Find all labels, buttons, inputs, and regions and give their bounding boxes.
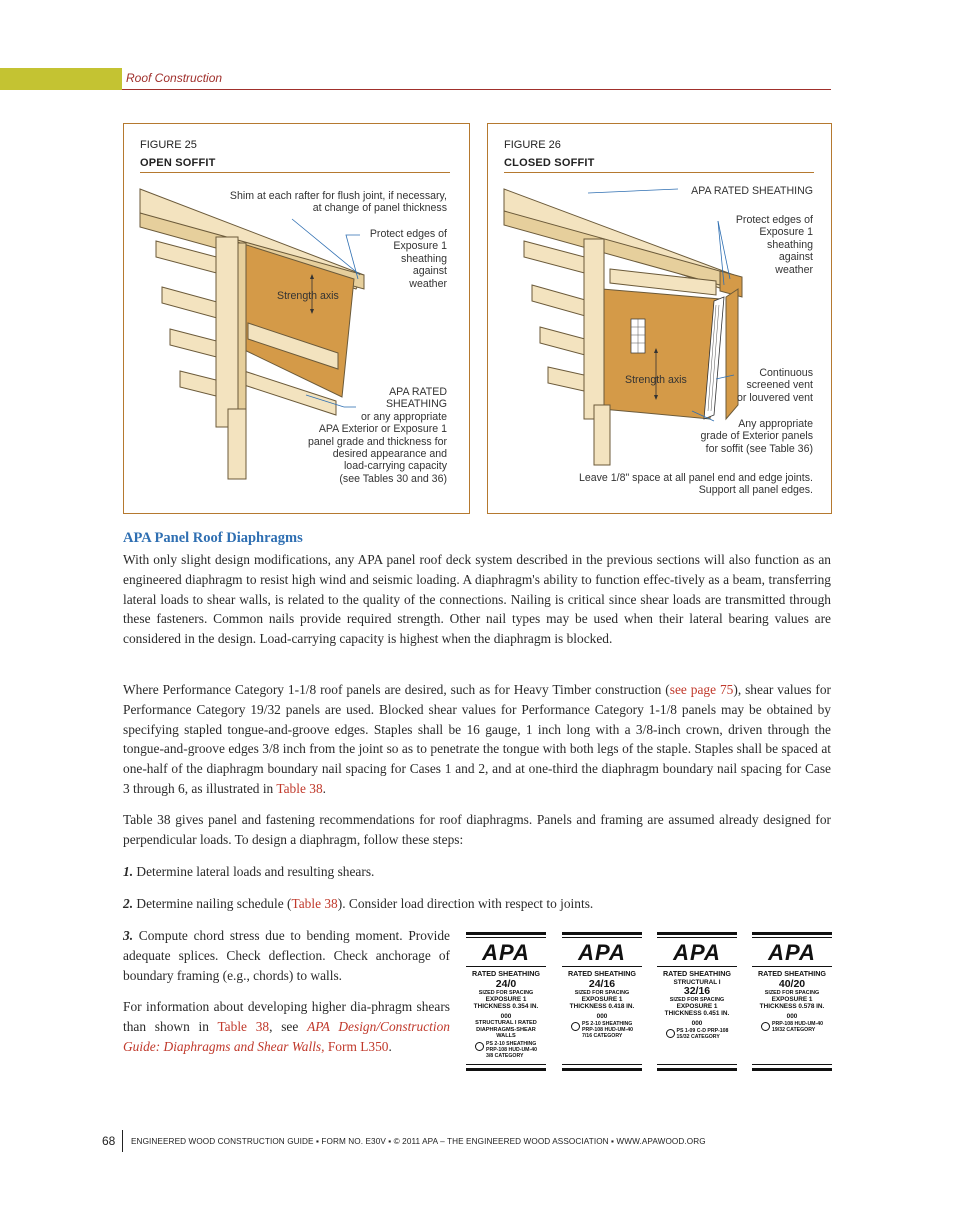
stamp-thickness: THICKNESS 0.418 IN. xyxy=(569,1003,635,1011)
text-run: Where Performance Category 1-1/8 roof panels are desired, such as for Heavy Timber construction ( xyxy=(123,682,670,697)
step-number: 2. xyxy=(123,896,134,911)
stamp-rule xyxy=(657,937,737,938)
stamp-rule xyxy=(752,937,832,938)
stamp-mill-number: 000 xyxy=(786,1012,798,1020)
stamp-span-rating: 40/20 xyxy=(778,977,806,990)
stamp-standard: PS 2-10 SHEATHING PRP-108 HUD-UM-40 3/8 CATEGORY xyxy=(485,1041,538,1060)
text-run: For information about developing higher dia-phragm shears than shown in xyxy=(123,999,450,1034)
step-text: Compute chord stress due to bending moment. Provide adequate splices. Check deflection. Check anchorage of boundary framing (e.g., chords) to walls. xyxy=(123,928,450,983)
stamp-thickness: THICKNESS 0.451 IN. xyxy=(664,1010,730,1018)
figure-title: CLOSED SOFFIT xyxy=(504,157,595,169)
step-text: Determine nailing schedule ( xyxy=(136,896,292,911)
text-run: . xyxy=(388,1038,392,1054)
link-diaphragms-guide[interactable]: APA Design/Construction Guide: Diaphragms and Shear Walls, xyxy=(123,1018,450,1054)
apa-stamp-40-20 xyxy=(752,932,832,1071)
running-header: Roof Construction xyxy=(126,71,223,85)
stamp-span-rating: 24/0 xyxy=(495,977,517,990)
stamp-spacing: SIZED FOR SPACING xyxy=(478,989,534,996)
stamp-exposure: EXPOSURE 1 xyxy=(485,996,527,1003)
stamp-exposure: EXPOSURE 1 xyxy=(771,996,813,1003)
step-1 xyxy=(123,862,831,882)
stamp-rule xyxy=(466,1068,546,1071)
paragraph-table-38: Table 38 gives panel and fastening recommendations for roof diaphragms. Panels and framing are assumed already designed for perpendicular loads. To design a diaphragm, follow these steps: xyxy=(123,812,831,847)
stamp-spacing: SIZED FOR SPACING xyxy=(574,989,630,996)
page-number: 68 xyxy=(102,1134,116,1148)
hud-icon xyxy=(571,1022,580,1031)
figure-25-open-soffit xyxy=(123,123,470,514)
stamp-grade: RATED SHEATHING xyxy=(471,969,540,978)
stamp-grade: RATED SHEATHING xyxy=(567,969,636,978)
apa-stamp-32-16 xyxy=(657,932,737,1071)
callout-apa-rated-sheathing: APA RATED SHEATHING or any appropriate APA Exterior or Exposure 1 panel grade and thickness for desired appearance and load-carrying capacity (see Tables 30 and 36) xyxy=(308,386,447,485)
apa-logo: APA xyxy=(673,940,721,965)
step-number: 1. xyxy=(123,864,134,879)
callout-panel-spacing: Leave 1/8" space at all panel end and edge joints. Support all panel edges. xyxy=(578,472,813,497)
figure-title: OPEN SOFFIT xyxy=(140,157,216,169)
text-run: . xyxy=(322,780,327,796)
callout-apa-rated-sheathing: APA RATED SHEATHING xyxy=(691,185,813,197)
step-number: 3. xyxy=(123,928,134,943)
stamp-rule xyxy=(562,937,642,938)
link-table-38[interactable]: Table 38 xyxy=(276,780,323,796)
stamp-spacing: SIZED FOR SPACING xyxy=(669,996,725,1003)
callout-soffit-panels: Any appropriate grade of Exterior panels for soffit (see Table 36) xyxy=(700,418,813,455)
link-see-page-75[interactable]: see page 75 xyxy=(669,682,734,697)
header-rule xyxy=(122,89,831,90)
text-run: ), shear values for Performance Category 19/32 panels are used. Blocked shear values for Performance Category 1-1/8 panels may be obtained by specifying stapled tongue-and-groove edges. Staples shall be 16 gauge, 1 inch long with a 3/8-inch crown, driven through the tongue-and-groove edges 3/8 inch from the joint so as to penetrate the tongue with both legs of the staple. Staples shall be spaced at one-half of the diaphragm boundary nail spacing for Cases 1 and 2, and at one-third the diaphragm boundary nail spacing for Case 3 through 6, as illustrated in xyxy=(123,682,832,796)
hud-icon xyxy=(761,1022,770,1031)
link-form-l350[interactable]: Form L350 xyxy=(327,1038,389,1054)
stamp-rule xyxy=(562,966,642,967)
paragraph-performance-category xyxy=(123,680,831,799)
figure-title-rule xyxy=(140,172,450,173)
stamp-standard: PRP-108 HUD-UM-40 19/32 CATEGORY xyxy=(771,1021,824,1034)
stamp-rule xyxy=(752,1064,832,1065)
callout-strength-axis: Strength axis xyxy=(277,290,339,302)
stamp-grade: RATED SHEATHING xyxy=(757,969,826,978)
text-run: , see xyxy=(269,1018,308,1034)
step-3 xyxy=(123,926,450,985)
callout-protect-edges: Protect edges of Exposure 1 sheathing against weather xyxy=(369,228,447,290)
apa-stamp-24-0 xyxy=(466,932,546,1071)
stamp-thickness: THICKNESS 0.354 IN. xyxy=(473,1003,539,1011)
apa-stamp-24-16 xyxy=(562,932,642,1071)
stamp-rule xyxy=(752,932,832,935)
stamp-rule xyxy=(657,1064,737,1065)
callout-strength-axis: Strength axis xyxy=(625,374,687,386)
apa-logo: APA xyxy=(482,940,530,965)
hud-icon xyxy=(475,1042,484,1051)
paragraph-further-info xyxy=(123,997,450,1056)
stamp-exposure: EXPOSURE 1 xyxy=(581,996,623,1003)
link-table-38[interactable]: Table 38 xyxy=(291,896,338,911)
stamp-exposure: EXPOSURE 1 xyxy=(676,1003,718,1010)
paragraph-intro: With only slight design modifications, any APA panel roof deck system described in the previous sections will also function as an engineered diaphragm to resist high wind and seismic loading. A diaphragm's ability to function effec-tively as a beam, transferring lateral loads to shear walls, is related to the quality of the connections. Nailing is critical since shear loads are transmitted through these fasteners. Common nails provide required strength. Other nail types may be used when their lateral bearing values are considered in the design. Load-carrying capacity is highest when the diaphragm is blocked. xyxy=(123,552,831,647)
step-text: ). Consider load direction with respect to joints. xyxy=(337,896,594,911)
link-table-38[interactable]: Table 38 xyxy=(217,1018,270,1034)
stamp-rule xyxy=(466,932,546,935)
stamp-extra: STRUCTURAL I RATED DIAPHRAGMS-SHEAR WALLS xyxy=(475,1020,537,1040)
stamp-rule xyxy=(466,937,546,938)
stamp-mill-number: 000 xyxy=(500,1012,512,1020)
section-heading: APA Panel Roof Diaphragms xyxy=(123,530,303,546)
figure-26-closed-soffit xyxy=(487,123,832,514)
stamp-spacing: SIZED FOR SPACING xyxy=(764,989,820,996)
stamp-thickness: THICKNESS 0.578 IN. xyxy=(759,1003,825,1011)
apa-logo: APA xyxy=(768,940,816,965)
stamp-rule xyxy=(466,966,546,967)
stamp-rule xyxy=(562,932,642,935)
figure-title-rule xyxy=(504,172,814,173)
stamp-span-rating: 32/16 xyxy=(683,984,711,997)
stamp-rule xyxy=(657,966,737,967)
stamp-grade: RATED SHEATHING xyxy=(662,969,731,978)
footer-rule xyxy=(122,1130,123,1152)
stamp-mill-number: 000 xyxy=(596,1012,608,1020)
stamp-rule xyxy=(562,1068,642,1071)
header-color-bar xyxy=(0,68,122,90)
stamp-rule xyxy=(657,932,737,935)
callout-protect-edges: Protect edges of Exposure 1 sheathing against weather xyxy=(735,214,813,276)
stamp-mill-number: 000 xyxy=(691,1019,703,1027)
stamp-rule xyxy=(752,966,832,967)
stamp-rule xyxy=(657,1068,737,1071)
stamp-standard: PS 1-09 C-D PRP-108 15/32 CATEGORY xyxy=(676,1028,729,1041)
callout-shim: Shim at each rafter for flush joint, if necessary, at change of panel thickness xyxy=(229,190,447,215)
stamp-span-rating: 24/16 xyxy=(588,977,616,990)
hud-icon xyxy=(666,1029,675,1038)
step-2 xyxy=(123,894,831,914)
figure-number: FIGURE 26 xyxy=(504,139,561,151)
stamp-grade-sub: STRUCTURAL I xyxy=(673,978,721,986)
stamp-rule xyxy=(466,1064,546,1065)
figure-number: FIGURE 25 xyxy=(140,139,197,151)
stamp-rule xyxy=(752,1068,832,1071)
stamp-standard: PS 2-10 SHEATHING PRP-108 HUD-UM-40 7/16 CATEGORY xyxy=(581,1021,634,1040)
footer-text: ENGINEERED WOOD CONSTRUCTION GUIDE ▪ FORM NO. E30V ▪ © 2011 APA – THE ENGINEERED WOOD ASSOCIATION ▪ WWW.APAWOOD.ORG xyxy=(131,1137,706,1146)
callout-vent: Continuous screened vent or louvered vent xyxy=(737,367,813,404)
step-text: Determine lateral loads and resulting shears. xyxy=(136,864,375,879)
apa-logo: APA xyxy=(578,940,626,965)
stamp-rule xyxy=(562,1064,642,1065)
